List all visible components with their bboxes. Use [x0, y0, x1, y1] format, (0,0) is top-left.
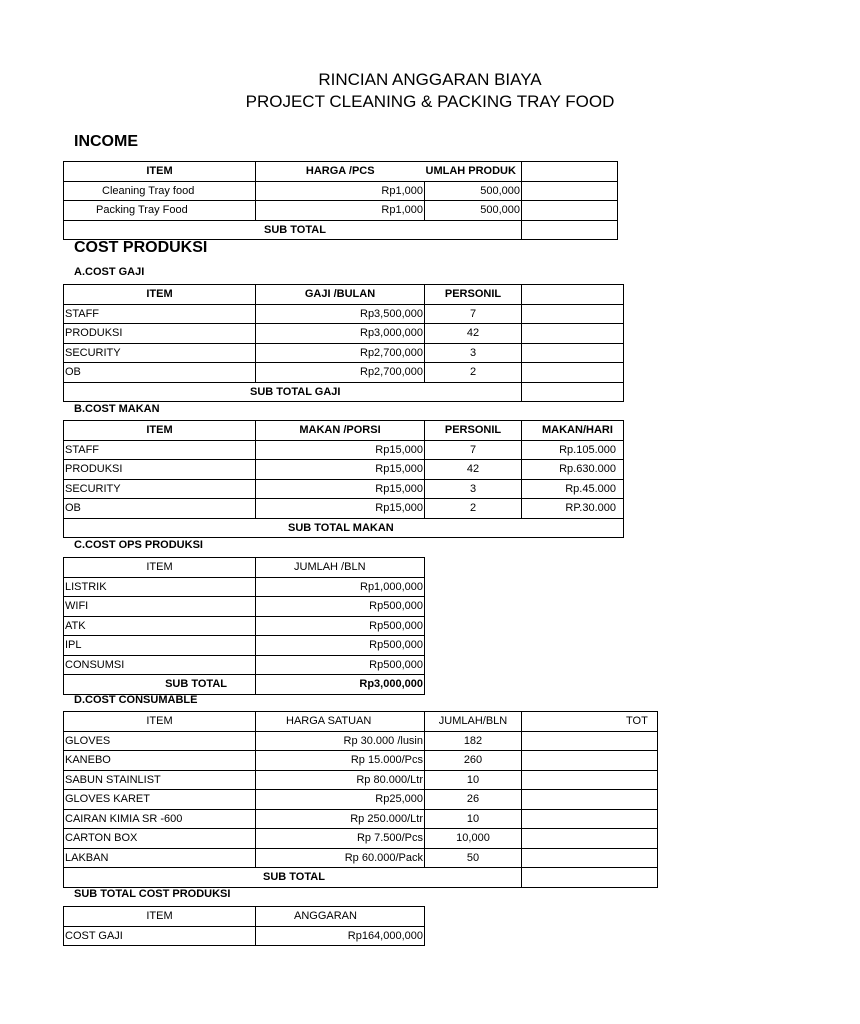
consumable-total: [522, 848, 658, 868]
ops-jumlah: Rp500,000: [256, 616, 425, 636]
consumable-header-total: TOT: [522, 712, 658, 732]
cost-consumable-table: [63, 711, 658, 888]
gaji-subtotal-label: SUB TOTAL GAJI: [64, 382, 522, 402]
gaji-header-row: [64, 285, 624, 305]
gaji-header-item: ITEM: [64, 285, 256, 305]
gaji-item: STAFF: [64, 304, 256, 324]
title-line-1: RINCIAN ANGGARAN BIAYA: [318, 70, 542, 89]
makan-hari: Rp.630.000: [522, 460, 624, 480]
cost-gaji-label: A.COST GAJI: [74, 266, 145, 278]
income-total: [522, 181, 618, 201]
makan-item: OB: [64, 499, 256, 519]
income-subtotal-row: [64, 220, 618, 240]
gaji-personil: 2: [425, 363, 522, 383]
consumable-jumlah: 260: [425, 751, 522, 771]
consumable-jumlah: 26: [425, 790, 522, 810]
ops-header-item: ITEM: [64, 558, 256, 578]
ops-jumlah: Rp500,000: [256, 636, 425, 656]
table-row: [64, 324, 624, 344]
gaji-personil: 7: [425, 304, 522, 324]
table-row: [64, 636, 425, 656]
income-header-harga: HARGA /PCS: [256, 162, 425, 182]
table-row: [64, 790, 658, 810]
makan-personil: 7: [425, 440, 522, 460]
consumable-harga: Rp 60.000/Pack: [256, 848, 425, 868]
makan-personil: 2: [425, 499, 522, 519]
ops-subtotal-label: SUB TOTAL: [64, 675, 256, 695]
ops-jumlah: Rp500,000: [256, 597, 425, 617]
table-row: [64, 809, 658, 829]
consumable-item: GLOVES: [64, 731, 256, 751]
income-harga: Rp1,000: [256, 201, 425, 221]
consumable-harga: Rp 15.000/Pcs: [256, 751, 425, 771]
ops-jumlah: Rp500,000: [256, 655, 425, 675]
gaji-header-empty: [522, 285, 624, 305]
consumable-subtotal-label: SUB TOTAL: [64, 868, 522, 888]
consumable-harga: Rp 250.000/Ltr: [256, 809, 425, 829]
consumable-header-jumlah: JUMLAH/BLN: [425, 712, 522, 732]
consumable-header-row: [64, 712, 658, 732]
income-subtotal-label: SUB TOTAL: [64, 220, 522, 240]
consumable-total: [522, 809, 658, 829]
consumable-total: [522, 770, 658, 790]
consumable-subtotal-value: [522, 868, 658, 888]
makan-personil: 42: [425, 460, 522, 480]
consumable-total: [522, 751, 658, 771]
summary-anggaran: Rp164,000,000: [256, 926, 425, 946]
ops-subtotal-row: [64, 675, 425, 695]
makan-hari: Rp.45.000: [522, 479, 624, 499]
ops-item: IPL: [64, 636, 256, 656]
makan-header-porsi: MAKAN /PORSI: [256, 421, 425, 441]
cost-makan-table: [63, 420, 624, 538]
makan-porsi: Rp15,000: [256, 440, 425, 460]
consumable-jumlah: 10,000: [425, 829, 522, 849]
consumable-total: [522, 731, 658, 751]
consumable-item: LAKBAN: [64, 848, 256, 868]
makan-header-item: ITEM: [64, 421, 256, 441]
consumable-harga: Rp 80.000/Ltr: [256, 770, 425, 790]
consumable-header-harga: HARGA SATUAN: [256, 712, 425, 732]
makan-item: PRODUKSI: [64, 460, 256, 480]
gaji-header-personil: PERSONIL: [425, 285, 522, 305]
summary-header-anggaran: ANGGARAN: [256, 907, 425, 927]
gaji-item: SECURITY: [64, 343, 256, 363]
consumable-item: GLOVES KARET: [64, 790, 256, 810]
table-row: [64, 343, 624, 363]
gaji-total: [522, 363, 624, 383]
gaji-subtotal-value: [522, 382, 624, 402]
consumable-item: CARTON BOX: [64, 829, 256, 849]
ops-jumlah: Rp1,000,000: [256, 577, 425, 597]
income-jumlah: 500,000: [425, 181, 522, 201]
makan-subtotal-row: [64, 518, 624, 538]
consumable-item: SABUN STAINLIST: [64, 770, 256, 790]
consumable-subtotal-row: [64, 868, 658, 888]
cost-consumable-label: D.COST CONSUMABLE: [74, 694, 198, 706]
table-row: [64, 926, 425, 946]
gaji-subtotal-row: [64, 382, 624, 402]
gaji-item: PRODUKSI: [64, 324, 256, 344]
table-row: [64, 731, 658, 751]
income-total: [522, 201, 618, 221]
table-row: [64, 460, 624, 480]
income-item: Packing Tray Food: [64, 201, 256, 221]
ops-item: WIFI: [64, 597, 256, 617]
table-row: [64, 751, 658, 771]
makan-header-row: [64, 421, 624, 441]
summary-header-row: [64, 907, 425, 927]
income-heading: INCOME: [74, 133, 138, 150]
income-header-empty: [522, 162, 618, 182]
consumable-harga: Rp 7.500/Pcs: [256, 829, 425, 849]
table-row: [64, 363, 624, 383]
table-row: [64, 499, 624, 519]
consumable-harga: Rp 30.000 /lusin: [256, 731, 425, 751]
income-item: Cleaning Tray food: [64, 181, 256, 201]
table-row: [64, 577, 425, 597]
gaji-value: Rp2,700,000: [256, 363, 425, 383]
consumable-header-item: ITEM: [64, 712, 256, 732]
table-row: [64, 479, 624, 499]
consumable-total: [522, 829, 658, 849]
consumable-harga: Rp25,000: [256, 790, 425, 810]
consumable-jumlah: 10: [425, 809, 522, 829]
table-row: [64, 304, 624, 324]
ops-item: CONSUMSI: [64, 655, 256, 675]
gaji-total: [522, 324, 624, 344]
gaji-personil: 3: [425, 343, 522, 363]
table-row: [64, 440, 624, 460]
title-line-2: PROJECT CLEANING & PACKING TRAY FOOD: [245, 92, 615, 111]
table-row: [64, 770, 658, 790]
makan-personil: 3: [425, 479, 522, 499]
consumable-item: KANEBO: [64, 751, 256, 771]
consumable-total: [522, 790, 658, 810]
gaji-total: [522, 304, 624, 324]
table-row: [64, 655, 425, 675]
cost-produksi-heading: COST PRODUKSI: [74, 239, 208, 256]
cost-gaji-table: [63, 284, 624, 402]
makan-subtotal-label: SUB TOTAL MAKAN: [64, 518, 624, 538]
cost-makan-label: B.COST MAKAN: [74, 403, 160, 415]
income-header-item: ITEM: [64, 162, 256, 182]
summary-label: SUB TOTAL COST PRODUKSI: [74, 888, 231, 900]
consumable-jumlah: 50: [425, 848, 522, 868]
gaji-value: Rp3,000,000: [256, 324, 425, 344]
makan-header-hari: MAKAN/HARI: [522, 421, 624, 441]
consumable-item: CAIRAN KIMIA SR -600: [64, 809, 256, 829]
gaji-header-gaji: GAJI /BULAN: [256, 285, 425, 305]
makan-item: SECURITY: [64, 479, 256, 499]
income-header-row: [64, 162, 618, 182]
gaji-value: Rp2,700,000: [256, 343, 425, 363]
ops-header-jumlah: JUMLAH /BLN: [256, 558, 425, 578]
summary-item: COST GAJI: [64, 926, 256, 946]
makan-porsi: Rp15,000: [256, 499, 425, 519]
income-table: [63, 161, 618, 240]
gaji-item: OB: [64, 363, 256, 383]
ops-item: LISTRIK: [64, 577, 256, 597]
makan-header-personil: PERSONIL: [425, 421, 522, 441]
table-row: [64, 616, 425, 636]
income-harga: Rp1,000: [256, 181, 425, 201]
consumable-jumlah: 182: [425, 731, 522, 751]
cost-ops-label: C.COST OPS PRODUKSI: [74, 539, 203, 551]
gaji-personil: 42: [425, 324, 522, 344]
makan-hari: Rp.105.000: [522, 440, 624, 460]
table-row: [64, 848, 658, 868]
table-row: [64, 181, 618, 201]
table-row: [64, 201, 618, 221]
income-header-jumlah: UMLAH PRODUK: [425, 162, 522, 182]
summary-header-item: ITEM: [64, 907, 256, 927]
income-jumlah: 500,000: [425, 201, 522, 221]
makan-porsi: Rp15,000: [256, 479, 425, 499]
makan-porsi: Rp15,000: [256, 460, 425, 480]
consumable-jumlah: 10: [425, 770, 522, 790]
income-subtotal-value: [522, 220, 618, 240]
cost-ops-table: [63, 557, 425, 695]
makan-item: STAFF: [64, 440, 256, 460]
makan-hari: RP.30.000: [522, 499, 624, 519]
ops-subtotal-value: Rp3,000,000: [256, 675, 425, 695]
table-row: [64, 597, 425, 617]
ops-item: ATK: [64, 616, 256, 636]
ops-header-row: [64, 558, 425, 578]
summary-table: [63, 906, 425, 946]
gaji-value: Rp3,500,000: [256, 304, 425, 324]
gaji-total: [522, 343, 624, 363]
table-row: [64, 829, 658, 849]
